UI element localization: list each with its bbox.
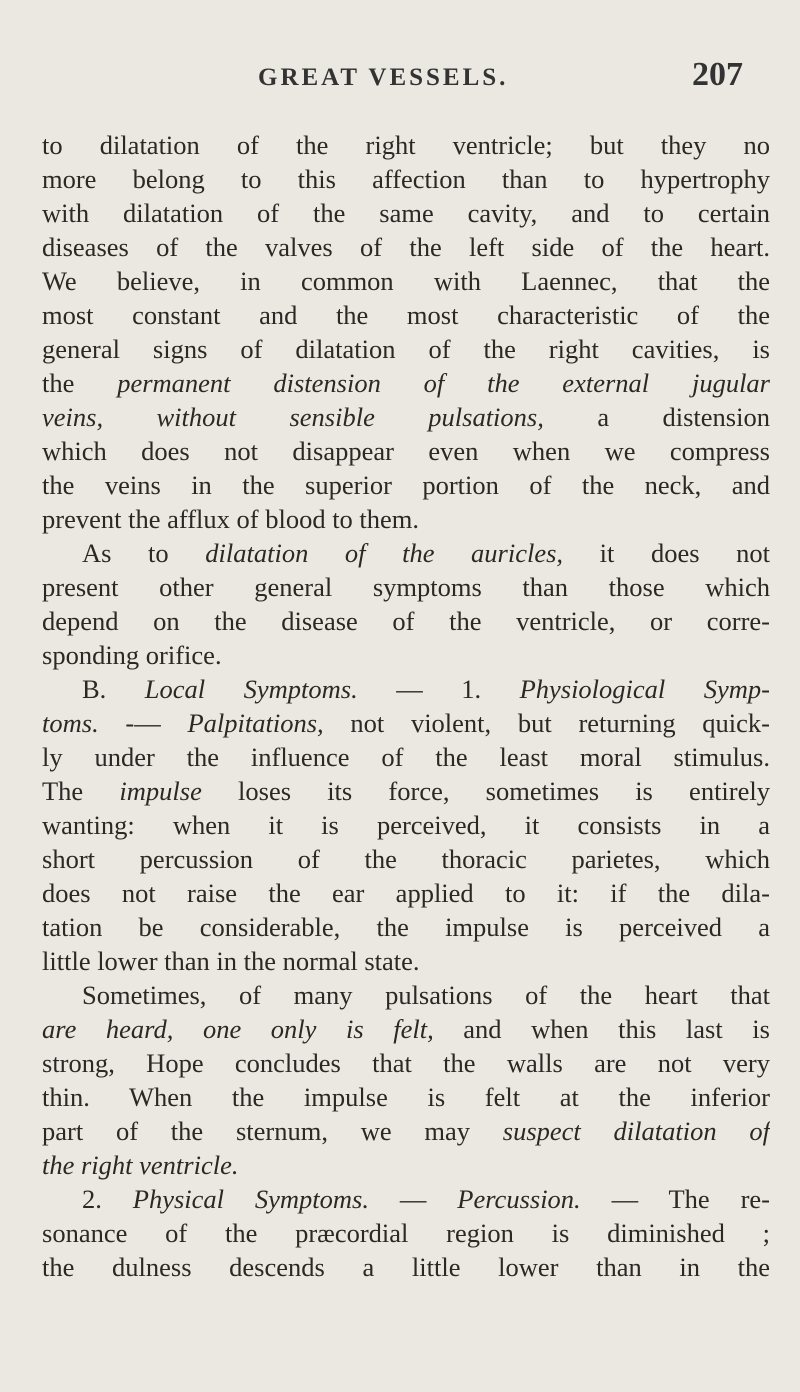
- text-segment: 2.: [82, 1184, 133, 1214]
- italic-text-segment: Physiological Symp-: [519, 674, 770, 704]
- text-line: [42, 468, 770, 502]
- italic-text-segment: toms.: [42, 708, 99, 738]
- text-line: [42, 332, 770, 366]
- text-segment: short percussion of the thoracic parietes, which: [42, 844, 770, 874]
- text-line: [42, 502, 770, 536]
- text-segment: it does not: [563, 538, 770, 568]
- text-line: [42, 604, 770, 638]
- italic-text-segment: suspect dilatation of: [502, 1116, 770, 1146]
- text-line: [42, 570, 770, 604]
- italic-text-segment: are heard, one only is felt,: [42, 1014, 434, 1044]
- text-segment: the dulness descends a little lower than in the: [42, 1252, 770, 1282]
- text-segment: As to: [82, 538, 206, 568]
- text-segment: most constant and the most characteristic of the: [42, 300, 770, 330]
- text-segment: part of the sternum, we may: [42, 1116, 503, 1146]
- text-line: [42, 1046, 770, 1080]
- italic-text-segment: Local Symptoms.: [144, 674, 358, 704]
- text-line: [42, 876, 770, 910]
- text-line: [42, 162, 770, 196]
- text-line: [42, 1182, 770, 1216]
- text-segment: — The re-: [580, 1184, 770, 1214]
- running-head: [0, 56, 800, 106]
- text-segment: sponding orifice.: [42, 640, 222, 670]
- text-segment: The: [42, 776, 120, 806]
- text-line: [42, 230, 770, 264]
- text-line: [42, 740, 770, 774]
- text-segment: We believe, in common with Laennec, that the: [42, 266, 770, 296]
- text-line: [42, 1250, 770, 1284]
- italic-text-segment: Palpitations,: [187, 708, 324, 738]
- text-segment: wanting: when it is perceived, it consists in a: [42, 810, 770, 840]
- text-line: [42, 978, 770, 1012]
- text-line: [42, 400, 770, 434]
- text-line: [42, 944, 770, 978]
- text-line: [42, 1080, 770, 1114]
- text-line: [42, 910, 770, 944]
- italic-text-segment: veins, without sensible pulsations,: [42, 402, 544, 432]
- text-segment: the: [42, 368, 118, 398]
- italic-text-segment: dilatation of the auricles,: [205, 538, 564, 568]
- text-line: [42, 128, 770, 162]
- text-segment: sonance of the præcordial region is diminished ;: [42, 1218, 770, 1248]
- text-segment: — 1.: [357, 674, 520, 704]
- text-segment: a distension: [543, 402, 770, 432]
- text-line: [42, 808, 770, 842]
- text-line: [42, 1012, 770, 1046]
- text-segment: B.: [82, 674, 145, 704]
- text-segment: which does not disappear even when we compress: [42, 436, 770, 466]
- body-text: [42, 128, 770, 1284]
- text-segment: Sometimes, of many pulsations of the heart that: [82, 980, 770, 1010]
- text-segment: the veins in the superior portion of the neck, and: [42, 470, 770, 500]
- text-line: [42, 672, 770, 706]
- text-segment: and when this last is: [433, 1014, 770, 1044]
- text-segment: to dilatation of the right ventricle; but they no: [42, 130, 770, 160]
- text-segment: ly under the influence of the least moral stimulus.: [42, 742, 770, 772]
- italic-text-segment: Percussion.: [457, 1184, 581, 1214]
- text-segment: thin. When the impulse is felt at the inferior: [42, 1082, 770, 1112]
- text-segment: tation be considerable, the impulse is perceived a: [42, 912, 770, 942]
- text-segment: with dilatation of the same cavity, and to certain: [42, 198, 770, 228]
- text-line: [42, 1216, 770, 1250]
- text-segment: diseases of the valves of the left side of the heart.: [42, 232, 770, 262]
- text-line: [42, 774, 770, 808]
- text-segment: more belong to this affection than to hypertrophy: [42, 164, 770, 194]
- text-segment: strong, Hope concludes that the walls are not very: [42, 1048, 770, 1078]
- text-line: [42, 366, 770, 400]
- text-segment: little lower than in the normal state.: [42, 946, 420, 976]
- italic-text-segment: permanent distension of the external jugular: [117, 368, 770, 398]
- text-line: [42, 298, 770, 332]
- text-segment: loses its force, sometimes is entirely: [201, 776, 770, 806]
- text-line: [42, 1148, 770, 1182]
- text-line: [42, 1114, 770, 1148]
- text-line: [42, 434, 770, 468]
- text-line: [42, 706, 770, 740]
- text-line: [42, 536, 770, 570]
- text-segment: prevent the afflux of blood to them.: [42, 504, 420, 534]
- text-segment: —: [369, 1184, 458, 1214]
- text-line: [42, 264, 770, 298]
- italic-text-segment: the right ventricle.: [42, 1150, 239, 1180]
- text-segment: depend on the disease of the ventricle, or corre-: [42, 606, 770, 636]
- text-segment: -—: [98, 708, 188, 738]
- text-segment: present other general symptoms than those which: [42, 572, 770, 602]
- text-segment: not violent, but returning quick-: [323, 708, 770, 738]
- text-segment: general signs of dilatation of the right cavities, is: [42, 334, 770, 364]
- text-line: [42, 842, 770, 876]
- italic-text-segment: impulse: [119, 776, 202, 806]
- running-title: GREAT VESSELS.: [258, 64, 509, 91]
- italic-text-segment: Physical Symptoms.: [132, 1184, 369, 1214]
- page-number: 207: [692, 56, 743, 93]
- text-line: [42, 638, 770, 672]
- text-segment: does not raise the ear applied to it: if the dila-: [42, 878, 770, 908]
- text-line: [42, 196, 770, 230]
